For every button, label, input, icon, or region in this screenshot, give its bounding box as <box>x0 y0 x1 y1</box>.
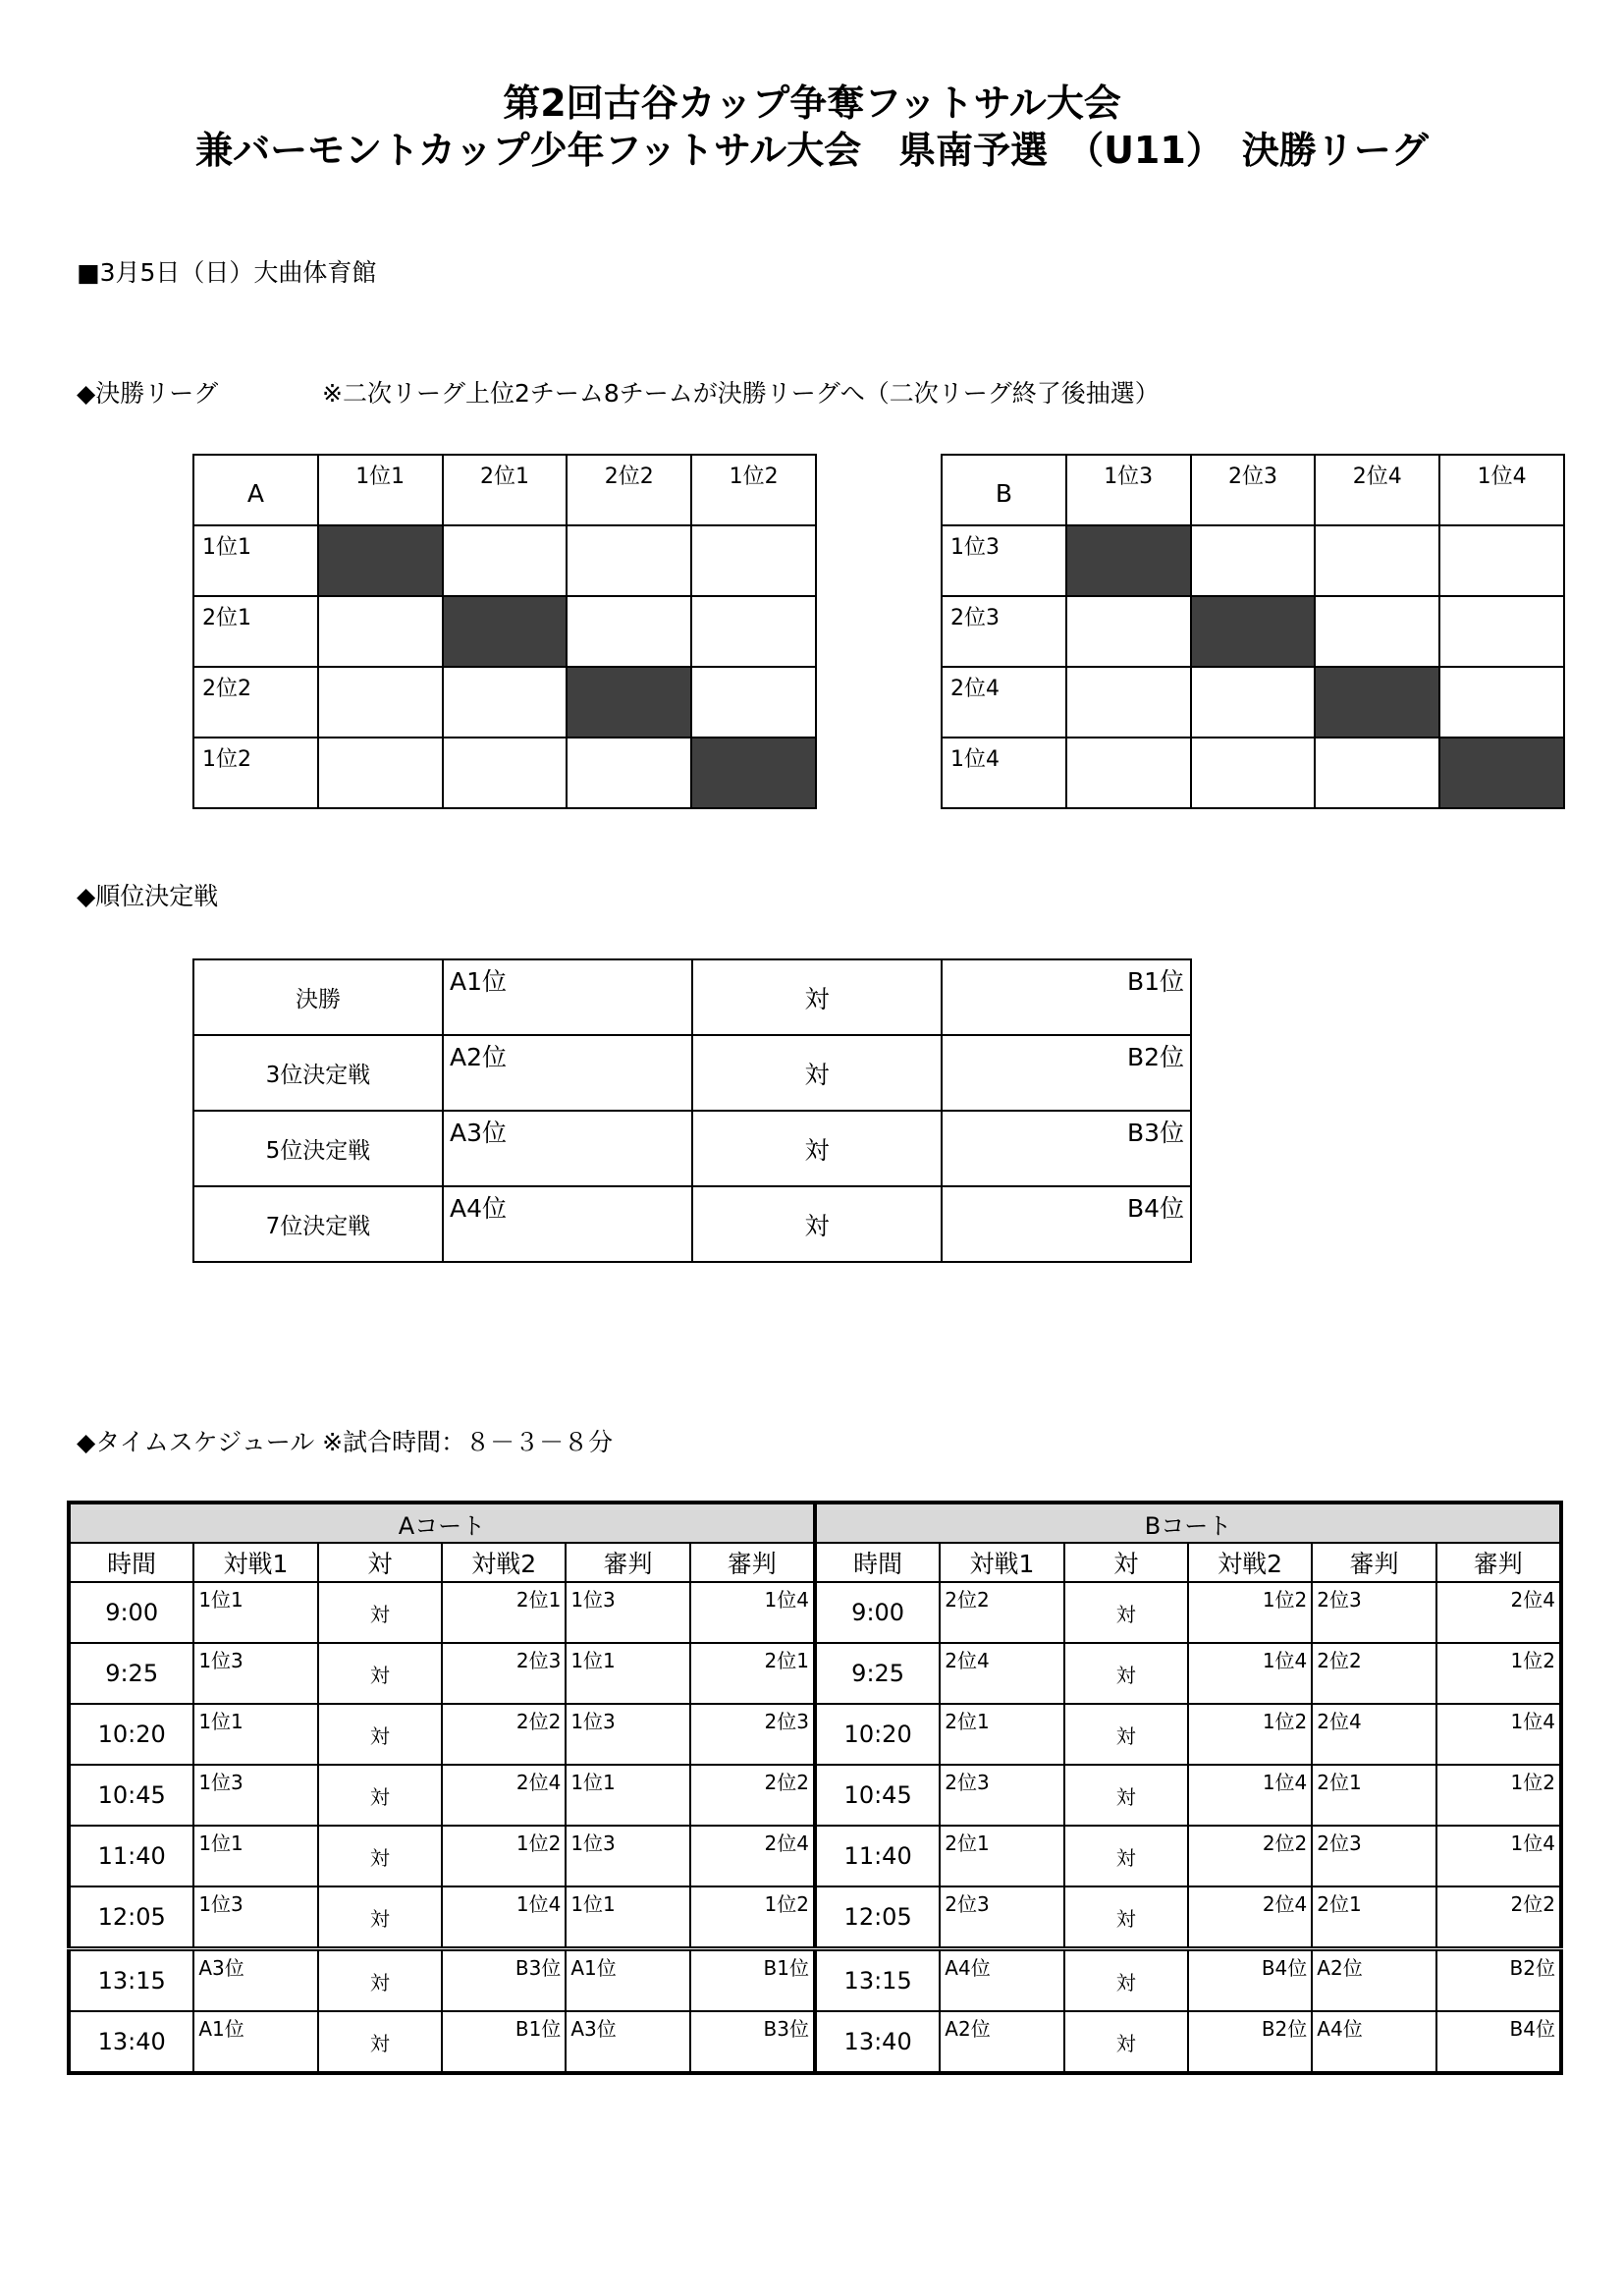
match-referee2: 1位2 <box>690 1886 815 1949</box>
playoff-name: 7位決定戦 <box>193 1186 443 1262</box>
league-a-self-cell <box>443 596 568 667</box>
match-referee2: B3位 <box>690 2011 815 2073</box>
final-league-heading: ◆決勝リーグ <box>77 379 219 408</box>
league-b-result-cell <box>1315 738 1439 808</box>
league-a-corner: A <box>193 455 318 525</box>
match-referee2: 1位4 <box>1436 1826 1561 1886</box>
match-team2: B3位 <box>442 1949 566 2012</box>
playoff-left: A4位 <box>443 1186 692 1262</box>
match-team1: A4位 <box>940 1949 1063 2012</box>
match-team1: 2位3 <box>940 1765 1063 1826</box>
match-team1: 2位1 <box>940 1704 1063 1765</box>
playoff-left: A2位 <box>443 1035 692 1111</box>
league-a-col-header: 2位2 <box>567 455 691 525</box>
league-b-result-cell <box>1439 596 1564 667</box>
match-team1: 2位4 <box>940 1643 1063 1704</box>
league-a-result-cell <box>443 667 568 738</box>
col-vs: 対 <box>318 1543 442 1582</box>
match-team2: 2位2 <box>1188 1826 1312 1886</box>
league-b-row-header: 1位4 <box>942 738 1066 808</box>
playoff-name: 3位決定戦 <box>193 1035 443 1111</box>
schedule-table <box>67 1501 1563 2075</box>
match-team2: B4位 <box>1188 1949 1312 2012</box>
match-referee2: 1位2 <box>1436 1643 1561 1704</box>
match-referee1: 2位2 <box>1312 1643 1435 1704</box>
league-a-result-cell <box>691 525 816 596</box>
league-a-row-header: 1位1 <box>193 525 318 596</box>
league-table-b <box>941 454 1565 809</box>
court-a-header: Aコート <box>69 1503 815 1543</box>
match-team2: 2位4 <box>1188 1886 1312 1949</box>
match-referee1: A1位 <box>566 1949 689 2012</box>
league-b-col-header: 1位3 <box>1066 455 1191 525</box>
match-referee2: 2位4 <box>1436 1582 1561 1643</box>
match-time: 13:40 <box>69 2011 193 2073</box>
page-title: 第2回古谷カップ争奪フットサル大会 <box>503 82 1121 125</box>
league-a-result-cell <box>443 525 568 596</box>
match-referee1: 2位1 <box>1312 1765 1435 1826</box>
match-team2: B2位 <box>1188 2011 1312 2073</box>
league-a-result-cell <box>443 738 568 808</box>
match-time: 9:00 <box>815 1582 940 1643</box>
schedule-row <box>69 1949 1561 2012</box>
match-referee2: 1位4 <box>690 1582 815 1643</box>
playoff-table <box>192 958 1192 1263</box>
match-referee1: 2位3 <box>1312 1582 1435 1643</box>
playoff-row <box>193 959 1191 1035</box>
col-vs: 対 <box>1064 1543 1188 1582</box>
match-time: 9:25 <box>815 1643 940 1704</box>
match-referee1: 1位1 <box>566 1765 689 1826</box>
league-table-a <box>192 454 817 809</box>
col-team2: 対戦2 <box>442 1543 566 1582</box>
schedule-row <box>69 1582 1561 1643</box>
match-team1: 1位1 <box>193 1582 317 1643</box>
league-a-row-header: 2位2 <box>193 667 318 738</box>
col-team2: 対戦2 <box>1188 1543 1312 1582</box>
league-a-col-header: 2位1 <box>443 455 568 525</box>
match-vs: 対 <box>318 1826 442 1886</box>
match-vs: 対 <box>1064 2011 1188 2073</box>
match-team1: 2位1 <box>940 1826 1063 1886</box>
match-team2: 1位4 <box>1188 1643 1312 1704</box>
match-team1: 2位2 <box>940 1582 1063 1643</box>
league-b-result-cell <box>1191 525 1316 596</box>
league-a-result-cell <box>691 596 816 667</box>
league-b-row-header: 2位3 <box>942 596 1066 667</box>
league-b-col-header: 2位4 <box>1315 455 1439 525</box>
league-b-result-cell <box>1066 596 1191 667</box>
match-vs: 対 <box>1064 1765 1188 1826</box>
playoffs-heading: ◆順位決定戦 <box>77 882 219 910</box>
match-team2: 2位1 <box>442 1582 566 1643</box>
league-b-col-header: 1位4 <box>1439 455 1564 525</box>
playoff-left: A1位 <box>443 959 692 1035</box>
league-a-result-cell <box>567 525 691 596</box>
match-team2: 2位4 <box>442 1765 566 1826</box>
match-team1: 1位3 <box>193 1643 317 1704</box>
match-vs: 対 <box>1064 1886 1188 1949</box>
match-vs: 対 <box>1064 1643 1188 1704</box>
league-a-row-header: 1位2 <box>193 738 318 808</box>
league-a-result-cell <box>691 667 816 738</box>
match-referee1: 1位3 <box>566 1582 689 1643</box>
match-referee1: 1位1 <box>566 1886 689 1949</box>
match-team1: 2位3 <box>940 1886 1063 1949</box>
match-referee1: A2位 <box>1312 1949 1435 2012</box>
match-time: 10:45 <box>815 1765 940 1826</box>
schedule-row <box>69 1704 1561 1765</box>
schedule-row <box>69 1643 1561 1704</box>
match-vs: 対 <box>318 1643 442 1704</box>
match-vs: 対 <box>318 1582 442 1643</box>
match-time: 9:00 <box>69 1582 193 1643</box>
league-a-result-cell <box>318 596 443 667</box>
match-referee2: 2位4 <box>690 1826 815 1886</box>
match-time: 13:40 <box>815 2011 940 2073</box>
match-time: 10:45 <box>69 1765 193 1826</box>
match-referee2: 1位4 <box>1436 1704 1561 1765</box>
match-team2: 1位4 <box>442 1886 566 1949</box>
league-b-col-header: 2位3 <box>1191 455 1316 525</box>
schedule-row <box>69 1765 1561 1826</box>
schedule-heading: ◆タイムスケジュール ※試合時間：８－３－８分 <box>77 1428 614 1456</box>
match-referee2: 2位2 <box>1436 1886 1561 1949</box>
col-referee: 審判 <box>566 1543 689 1582</box>
match-time: 13:15 <box>815 1949 940 2012</box>
match-team1: 1位1 <box>193 1826 317 1886</box>
league-a-result-cell <box>567 596 691 667</box>
match-time: 13:15 <box>69 1949 193 2012</box>
match-referee2: B4位 <box>1436 2011 1561 2073</box>
col-referee: 審判 <box>1436 1543 1561 1582</box>
match-team2: 2位3 <box>442 1643 566 1704</box>
match-team2: 1位2 <box>1188 1582 1312 1643</box>
match-time: 12:05 <box>69 1886 193 1949</box>
match-team2: 1位4 <box>1188 1765 1312 1826</box>
match-team2: B1位 <box>442 2011 566 2073</box>
league-b-row-header: 1位3 <box>942 525 1066 596</box>
league-a-row-header: 2位1 <box>193 596 318 667</box>
league-b-result-cell <box>1066 738 1191 808</box>
league-b-self-cell <box>1315 667 1439 738</box>
league-b-self-cell <box>1439 738 1564 808</box>
final-league-note: ※二次リーグ上位2チーム8チームが決勝リーグへ（二次リーグ終了後抽選） <box>322 379 1160 408</box>
match-vs: 対 <box>1064 1949 1188 2012</box>
league-b-row-header: 2位4 <box>942 667 1066 738</box>
match-time: 9:25 <box>69 1643 193 1704</box>
league-a-result-cell <box>318 738 443 808</box>
league-a-self-cell <box>691 738 816 808</box>
playoff-vs: 対 <box>692 1111 942 1186</box>
match-vs: 対 <box>1064 1826 1188 1886</box>
col-team1: 対戦1 <box>940 1543 1063 1582</box>
league-b-corner: B <box>942 455 1066 525</box>
playoff-name: 5位決定戦 <box>193 1111 443 1186</box>
match-vs: 対 <box>1064 1582 1188 1643</box>
match-referee2: 2位2 <box>690 1765 815 1826</box>
match-referee1: 2位3 <box>1312 1826 1435 1886</box>
match-time: 11:40 <box>815 1826 940 1886</box>
league-a-self-cell <box>318 525 443 596</box>
match-team2: 1位2 <box>442 1826 566 1886</box>
playoff-right: B1位 <box>942 959 1191 1035</box>
match-referee2: 2位1 <box>690 1643 815 1704</box>
playoff-vs: 対 <box>692 1035 942 1111</box>
col-time: 時間 <box>815 1543 940 1582</box>
schedule-row <box>69 2011 1561 2073</box>
date-venue: ■3月5日（日）大曲体育館 <box>77 258 377 287</box>
match-vs: 対 <box>318 2011 442 2073</box>
match-referee1: 1位1 <box>566 1643 689 1704</box>
match-referee2: 2位3 <box>690 1704 815 1765</box>
league-b-result-cell <box>1439 525 1564 596</box>
schedule-row <box>69 1826 1561 1886</box>
match-team2: 1位2 <box>1188 1704 1312 1765</box>
match-time: 11:40 <box>69 1826 193 1886</box>
league-b-result-cell <box>1066 667 1191 738</box>
match-vs: 対 <box>318 1765 442 1826</box>
match-team1: A2位 <box>940 2011 1063 2073</box>
col-time: 時間 <box>69 1543 193 1582</box>
playoff-vs: 対 <box>692 1186 942 1262</box>
playoff-row <box>193 1111 1191 1186</box>
playoff-row <box>193 1035 1191 1111</box>
col-referee: 審判 <box>1312 1543 1435 1582</box>
match-referee2: 1位2 <box>1436 1765 1561 1826</box>
playoff-vs: 対 <box>692 959 942 1035</box>
schedule-row <box>69 1886 1561 1949</box>
match-referee2: B2位 <box>1436 1949 1561 2012</box>
league-b-self-cell <box>1191 596 1316 667</box>
league-a-col-header: 1位1 <box>318 455 443 525</box>
col-team1: 対戦1 <box>193 1543 317 1582</box>
playoff-right: B2位 <box>942 1035 1191 1111</box>
league-a-result-cell <box>318 667 443 738</box>
match-team2: 2位2 <box>442 1704 566 1765</box>
match-time: 10:20 <box>815 1704 940 1765</box>
league-b-result-cell <box>1315 596 1439 667</box>
match-referee1: 1位3 <box>566 1704 689 1765</box>
league-b-self-cell <box>1066 525 1191 596</box>
col-referee: 審判 <box>690 1543 815 1582</box>
playoff-left: A3位 <box>443 1111 692 1186</box>
match-vs: 対 <box>318 1886 442 1949</box>
playoff-right: B4位 <box>942 1186 1191 1262</box>
match-referee1: 1位3 <box>566 1826 689 1886</box>
court-b-header: Bコート <box>815 1503 1561 1543</box>
match-vs: 対 <box>318 1949 442 2012</box>
match-time: 10:20 <box>69 1704 193 1765</box>
league-a-result-cell <box>567 738 691 808</box>
playoff-name: 決勝 <box>193 959 443 1035</box>
league-b-result-cell <box>1439 667 1564 738</box>
match-time: 12:05 <box>815 1886 940 1949</box>
match-vs: 対 <box>1064 1704 1188 1765</box>
league-a-col-header: 1位2 <box>691 455 816 525</box>
playoff-right: B3位 <box>942 1111 1191 1186</box>
playoff-row <box>193 1186 1191 1262</box>
league-b-result-cell <box>1315 525 1439 596</box>
league-a-self-cell <box>567 667 691 738</box>
match-referee1: A3位 <box>566 2011 689 2073</box>
match-referee1: 2位4 <box>1312 1704 1435 1765</box>
match-team1: 1位3 <box>193 1765 317 1826</box>
league-b-result-cell <box>1191 738 1316 808</box>
match-team1: 1位1 <box>193 1704 317 1765</box>
match-referee1: 2位1 <box>1312 1886 1435 1949</box>
match-vs: 対 <box>318 1704 442 1765</box>
page-subtitle: 兼バーモントカップ少年フットサル大会 県南予選 （U11） 決勝リーグ <box>195 129 1429 172</box>
match-referee1: A4位 <box>1312 2011 1435 2073</box>
match-team1: 1位3 <box>193 1886 317 1949</box>
match-team1: A3位 <box>193 1949 317 2012</box>
match-team1: A1位 <box>193 2011 317 2073</box>
match-referee2: B1位 <box>690 1949 815 2012</box>
league-b-result-cell <box>1191 667 1316 738</box>
